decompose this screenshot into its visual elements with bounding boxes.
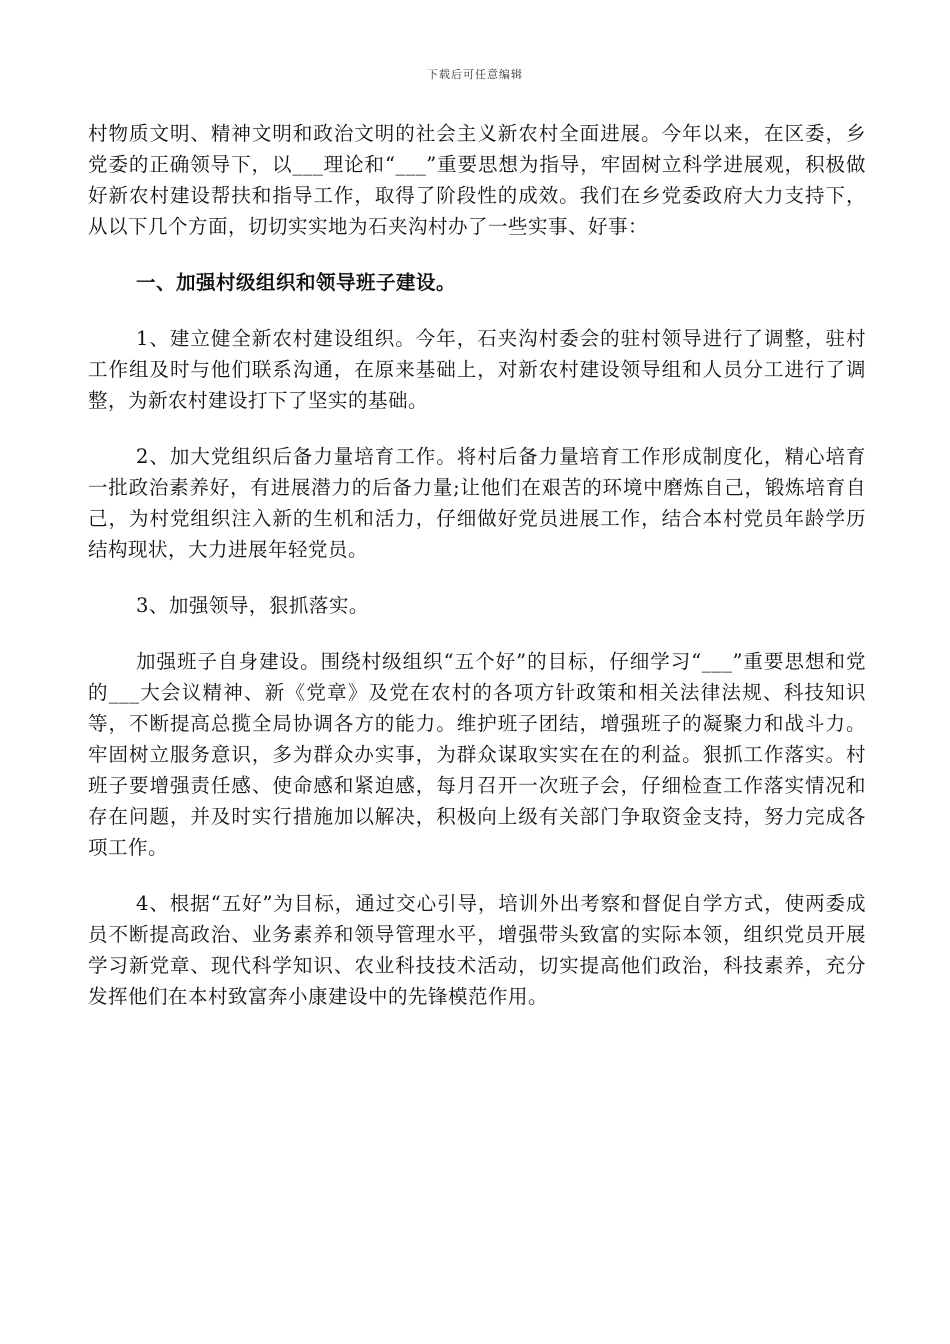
paragraph-item-2: 2、加大党组织后备力量培育工作。将村后备力量培育工作形成制度化，精心培育一批政治素养好，有进展潜力的后备力量;让他们在艰苦的环境中磨炼自己，锻炼培育自己，为村党组织注入新的生机和活力，仔细做好党员进展工作，结合本村党员年龄学历结构现状，大力进展年轻党员。	[88, 445, 866, 561]
section-heading: 一、加强村级组织和领导班子建设。	[136, 271, 457, 294]
page-header: 下载后可任意编辑	[427, 68, 523, 81]
document-body	[88, 118, 866, 1012]
paragraph-item-4: 4、根据“五好”为目标，通过交心引导，培训外出考察和督促自学方式，使两委成员不断提高政治、业务素养和领导管理水平，增强带头致富的实际本领，组织党员开展学习新党章、现代科学知识、农业科技技术活动，切实提高他们政治，科技素养，充分发挥他们在本村致富奔小康建设中的先锋模范作用。	[88, 892, 866, 1008]
paragraph-team-building: 加强班子自身建设。围绕村级组织“五个好”的目标，仔细学习“___”重要思想和党的___大会议精神、新《党章》及党在农村的各项方针政策和相关法律法规、科技知识等，不断提高总揽全局协调各方的能力。维护班子团结，增强班子的凝聚力和战斗力。牢固树立服务意识，多为群众办实事，为群众谋取实实在在的利益。狠抓工作落实。村班子要增强责任感、使命感和紧迫感，每月召开一次班子会，仔细检查工作落实情况和存在问题，并及时实行措施加以解决，积极向上级有关部门争取资金支持，努力完成各项工作。	[88, 650, 866, 859]
paragraph-item-1: 1、建立健全新农村建设组织。今年，石夹沟村委会的驻村领导进行了调整，驻村工作组及时与他们联系沟通，在原来基础上，对新农村建设领导组和人员分工进行了调整，为新农村建设打下了坚实的基础。	[88, 327, 866, 412]
paragraph-intro: 村物质文明、精神文明和政治文明的社会主义新农村全面进展。今年以来，在区委，乡党委的正确领导下，以___理论和“___”重要思想为指导，牢固树立科学进展观，积极做好新农村建设帮扶和指导工作，取得了阶段性的成效。我们在乡党委政府大力支持下，从以下几个方面，切切实实地为石夹沟村办了一些实事、好事：	[88, 122, 866, 238]
paragraph-item-3: 3、加强领导，狠抓落实。	[136, 594, 369, 617]
